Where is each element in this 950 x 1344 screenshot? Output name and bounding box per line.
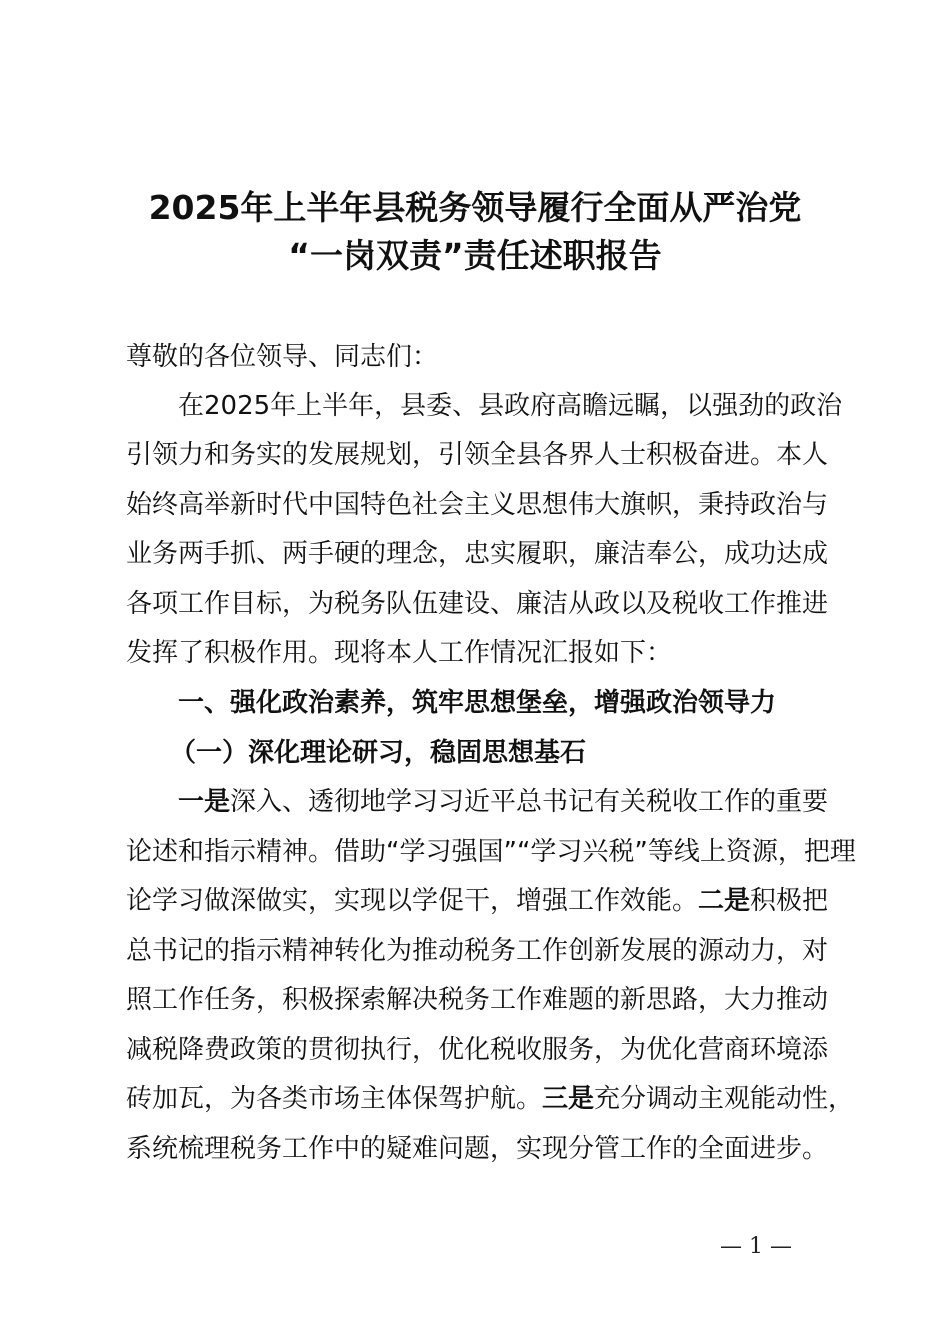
body-line: 总书记的指示精神转化为推动税务工作创新发展的源动力，对 (126, 936, 829, 966)
ordinal-marker: 三是 (542, 1084, 595, 1114)
intro-line: 在2025年上半年，县委、县政府高瞻远瞩，以强劲的政治 (178, 391, 843, 421)
body-text: 砖加瓦，为各类市场主体保驾护航。 (126, 1084, 543, 1114)
body-line: 论述和指示精神。借助“学习强国”“学习兴税”等线上资源，把理 (126, 837, 856, 867)
page-number: — 1 — (720, 1234, 792, 1259)
intro-line: 引领力和务实的发展规划，引领全县各界人士积极奋进。本人 (126, 440, 829, 470)
intro-line: 业务两手抓、两手硬的理念，忠实履职，廉洁奉公，成功达成 (126, 539, 829, 569)
document-title-line-2: “一岗双责”责任述职报告 (288, 236, 662, 275)
intro-line: 各项工作目标，为税务队伍建设、廉洁从政以及税收工作推进 (126, 589, 829, 619)
intro-line: 始终高举新时代中国特色社会主义思想伟大旗帜，秉持政治与 (126, 490, 829, 520)
body-text: 积极把 (750, 886, 829, 916)
document-title-line-1: 2025年上半年县税务领导履行全面从严治党 (148, 188, 802, 227)
body-line (126, 884, 866, 918)
ordinal-marker: 一是 (178, 787, 231, 817)
body-text: 充分调动主观能动性， (594, 1084, 855, 1114)
intro-line: 发挥了积极作用。现将本人工作情况汇报如下： (126, 638, 673, 668)
subsection-heading-1: （一）深化理论研习，稳固思想基石 (170, 738, 587, 768)
ordinal-marker: 二是 (698, 886, 751, 916)
body-text: 深入、透彻地学习习近平总书记有关税收工作的重要 (230, 787, 829, 817)
body-line (126, 1082, 866, 1116)
body-line: 减税降费政策的贯彻执行，优化税收服务，为优化营商环境添 (126, 1035, 829, 1065)
body-line: 照工作任务，积极探索解决税务工作难题的新思路，大力推动 (126, 985, 829, 1015)
body-text: 论学习做深做实，实现以学促干，增强工作效能。 (126, 886, 699, 916)
body-line: 系统梳理税务工作中的疑难问题，实现分管工作的全面进步。 (126, 1134, 829, 1164)
body-line (178, 785, 918, 819)
section-heading-1: 一、强化政治素养，筑牢思想堡垒，增强政治领导力 (178, 688, 777, 718)
greeting: 尊敬的各位领导、同志们： (126, 342, 439, 372)
